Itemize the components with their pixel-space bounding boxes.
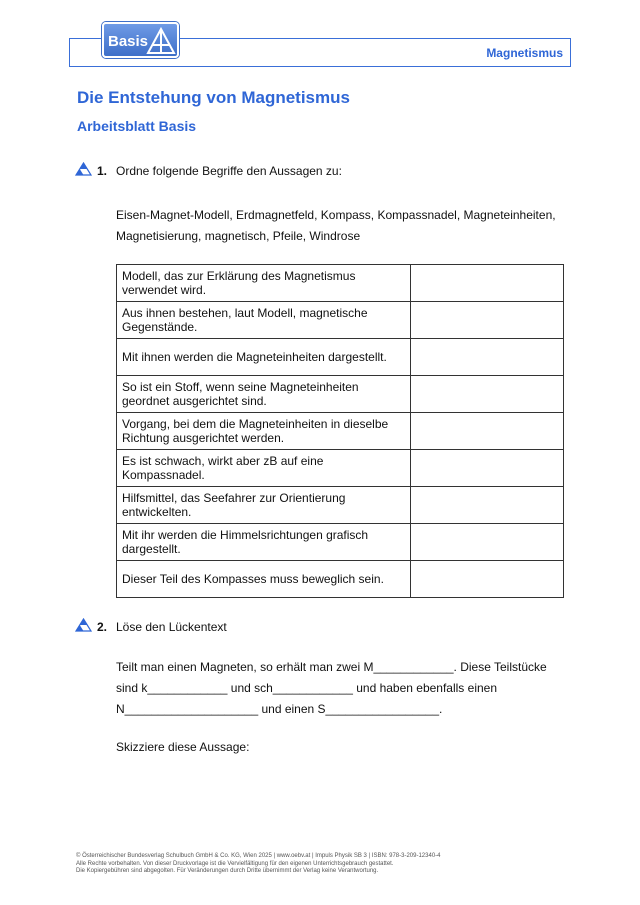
table-row — [117, 561, 564, 598]
word-bank-line: Eisen-Magnet-Modell, Erdmagnetfeld, Kompass, Kompassnadel, Magneteinheiten, — [116, 208, 556, 222]
answer-cell[interactable] — [411, 487, 564, 524]
task-2-number: 2. — [97, 620, 108, 634]
answer-cell[interactable] — [411, 524, 564, 561]
word-bank-line: Magnetisierung, magnetisch, Pfeile, Windrose — [116, 229, 361, 243]
answer-cell[interactable] — [411, 413, 564, 450]
table-row — [117, 487, 564, 524]
answer-cell[interactable] — [411, 376, 564, 413]
statement-cell: Mit ihr werden die Himmelsrichtungen grafisch dargestellt. — [117, 524, 411, 561]
page-subtitle: Arbeitsblatt Basis — [77, 118, 197, 134]
difficulty-icon — [75, 162, 92, 176]
triangle-icon — [146, 27, 176, 55]
footer-line: © Österreichischer Bundesverlag Schulbuch GmbH & Co. KG, Wien 2025 | www.oebv.at | Impuls Physik SB 3 | ISBN: 978-3-209-12340-4 — [76, 853, 441, 859]
task-1-instruction: Ordne folgende Begriffe den Aussagen zu: — [116, 164, 342, 178]
answer-cell[interactable] — [411, 561, 564, 598]
statement-cell: So ist ein Stoff, wenn seine Magneteinheiten geordnet ausgerichtet sind. — [117, 376, 411, 413]
footer-line: Die Kopiergebühren sind abgegolten. Für Veränderungen durch Dritte übernimmt der Verlag keine Verantwortung. — [76, 868, 379, 874]
answer-cell[interactable] — [411, 450, 564, 487]
statement-cell: Mit ihnen werden die Magneteinheiten dargestellt. — [117, 339, 411, 376]
subject-label: Magnetismus — [486, 46, 563, 60]
page-title: Die Entstehung von Magnetismus — [77, 88, 350, 107]
footer — [76, 853, 441, 876]
task-1-number: 1. — [97, 164, 108, 178]
difficulty-icon — [75, 618, 92, 632]
cloze-line[interactable]: Teilt man einen Magneten, so erhält man zwei M____________. Diese Teilstücke — [116, 660, 547, 674]
statement-cell: Modell, das zur Erklärung des Magnetismus verwendet wird. — [117, 265, 411, 302]
table-row — [117, 450, 564, 487]
statement-cell: Hilfsmittel, das Seefahrer zur Orientierung entwickelten. — [117, 487, 411, 524]
task-2-instruction: Löse den Lückentext — [116, 620, 227, 634]
table-row — [117, 302, 564, 339]
sketch-prompt: Skizziere diese Aussage: — [116, 740, 250, 754]
answer-cell[interactable] — [411, 302, 564, 339]
cloze-line[interactable]: sind k____________ und sch____________ und haben ebenfalls einen — [116, 681, 498, 695]
answer-cell[interactable] — [411, 339, 564, 376]
table-row — [117, 265, 564, 302]
statement-cell: Es ist schwach, wirkt aber zB auf eine Kompassnadel. — [117, 450, 411, 487]
table-row — [117, 524, 564, 561]
word-bank — [116, 205, 566, 247]
basis-logo — [102, 22, 179, 58]
footer-line: Alle Rechte vorbehalten. Von dieser Druckvorlage ist die Vervielfältigung für den eigenen Unterrichtsgebrauch gestattet. — [76, 860, 394, 867]
matching-table — [116, 264, 564, 598]
logo-text: Basis — [108, 33, 149, 50]
cloze-line[interactable]: N____________________ und einen S_________________. — [116, 702, 443, 716]
answer-cell[interactable] — [411, 265, 564, 302]
table-row — [117, 413, 564, 450]
table-row — [117, 339, 564, 376]
statement-cell: Dieser Teil des Kompasses muss beweglich sein. — [117, 561, 411, 598]
statement-cell: Aus ihnen bestehen, laut Modell, magnetische Gegenstände. — [117, 302, 411, 339]
cloze-text — [116, 657, 566, 720]
statement-cell: Vorgang, bei dem die Magneteinheiten in dieselbe Richtung ausgerichtet werden. — [117, 413, 411, 450]
table-row — [117, 376, 564, 413]
